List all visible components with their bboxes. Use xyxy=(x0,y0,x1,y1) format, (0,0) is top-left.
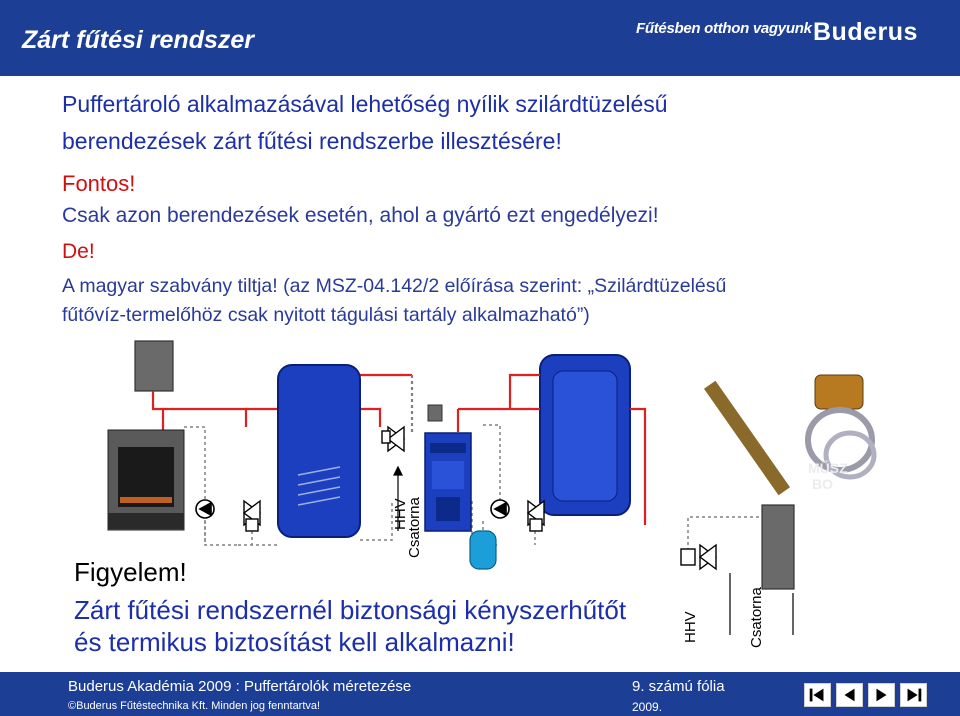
second-tank xyxy=(540,355,630,515)
warning-line-2: és termikus biztosítást kell alkalmazni! xyxy=(74,627,515,657)
membrane-expansion-vessel xyxy=(470,521,496,569)
but-label: De! xyxy=(62,240,95,263)
next-slide-icon xyxy=(869,684,894,706)
last-slide-button[interactable] xyxy=(900,683,927,707)
intro-line-2: berendezések zárt fűtési rendszerbe illesztésére! xyxy=(62,128,562,154)
intro-line-1: Puffertároló alkalmazásával lehetőség nyílik szilárdtüzelésű xyxy=(62,91,668,117)
important-text: Csak azon berendezések esetén, ahol a gyártó ezt engedélyezi! xyxy=(62,204,659,227)
open-expansion-tank xyxy=(135,341,173,391)
course-title: Buderus Akadémia 2009 : Puffertárolók méretezése xyxy=(68,678,412,695)
header-bar xyxy=(0,0,960,76)
mixing-valve-right xyxy=(528,501,544,531)
last-slide-icon xyxy=(901,684,926,706)
next-slide-button[interactable] xyxy=(868,683,895,707)
solid-fuel-boiler xyxy=(425,433,471,531)
thermal-safety-valve xyxy=(681,545,716,569)
first-slide-icon xyxy=(805,684,830,706)
first-slide-button[interactable] xyxy=(804,683,831,707)
previous-slide-icon xyxy=(837,684,862,706)
mixing-valve-left xyxy=(244,501,260,531)
slide-title: Zárt fűtési rendszer xyxy=(22,26,255,54)
slide-number: 9. számú fólia xyxy=(632,678,725,695)
buffer-tank xyxy=(278,365,360,537)
pump-left xyxy=(196,500,214,518)
watermark-line-1: MŰSZ xyxy=(808,460,848,476)
hhv-label-right: HHV xyxy=(682,611,699,643)
hhv-label-center: HHV xyxy=(392,498,409,530)
drain-label-right: Csatorna xyxy=(748,587,765,648)
fireplace-insert xyxy=(108,430,184,530)
important-label: Fontos! xyxy=(62,171,136,196)
watermark-line-2: BO xyxy=(812,476,833,492)
safety-valve-boiler xyxy=(382,427,404,451)
buderus-logo: Buderus xyxy=(813,18,918,46)
thermal-valve-product-photo xyxy=(704,375,874,495)
warning-title: Figyelem! xyxy=(74,557,187,587)
vent-vessel xyxy=(428,405,442,421)
standard-line-1: A magyar szabvány tiltja! (az MSZ-04.142/2 előírása szerint: „Szilárdtüzelésű xyxy=(62,275,727,297)
previous-slide-button[interactable] xyxy=(836,683,863,707)
year: 2009. xyxy=(632,700,663,714)
warning-line-1: Zárt fűtési rendszernél biztonsági kényszerhűtőt xyxy=(74,595,627,625)
brand-tagline: Fűtésben otthon vagyunk xyxy=(636,20,812,37)
copyright: ©Buderus Fűtéstechnika Kft. Minden jog fenntartva! xyxy=(68,700,321,712)
standard-line-2: fűtővíz-termelőhöz csak nyitott tágulási tartály alkalmazható”) xyxy=(62,304,590,326)
pump-right xyxy=(491,500,509,518)
safety-heat-exchanger-schema xyxy=(688,505,794,635)
drain-label-center: Csatorna xyxy=(406,497,423,558)
